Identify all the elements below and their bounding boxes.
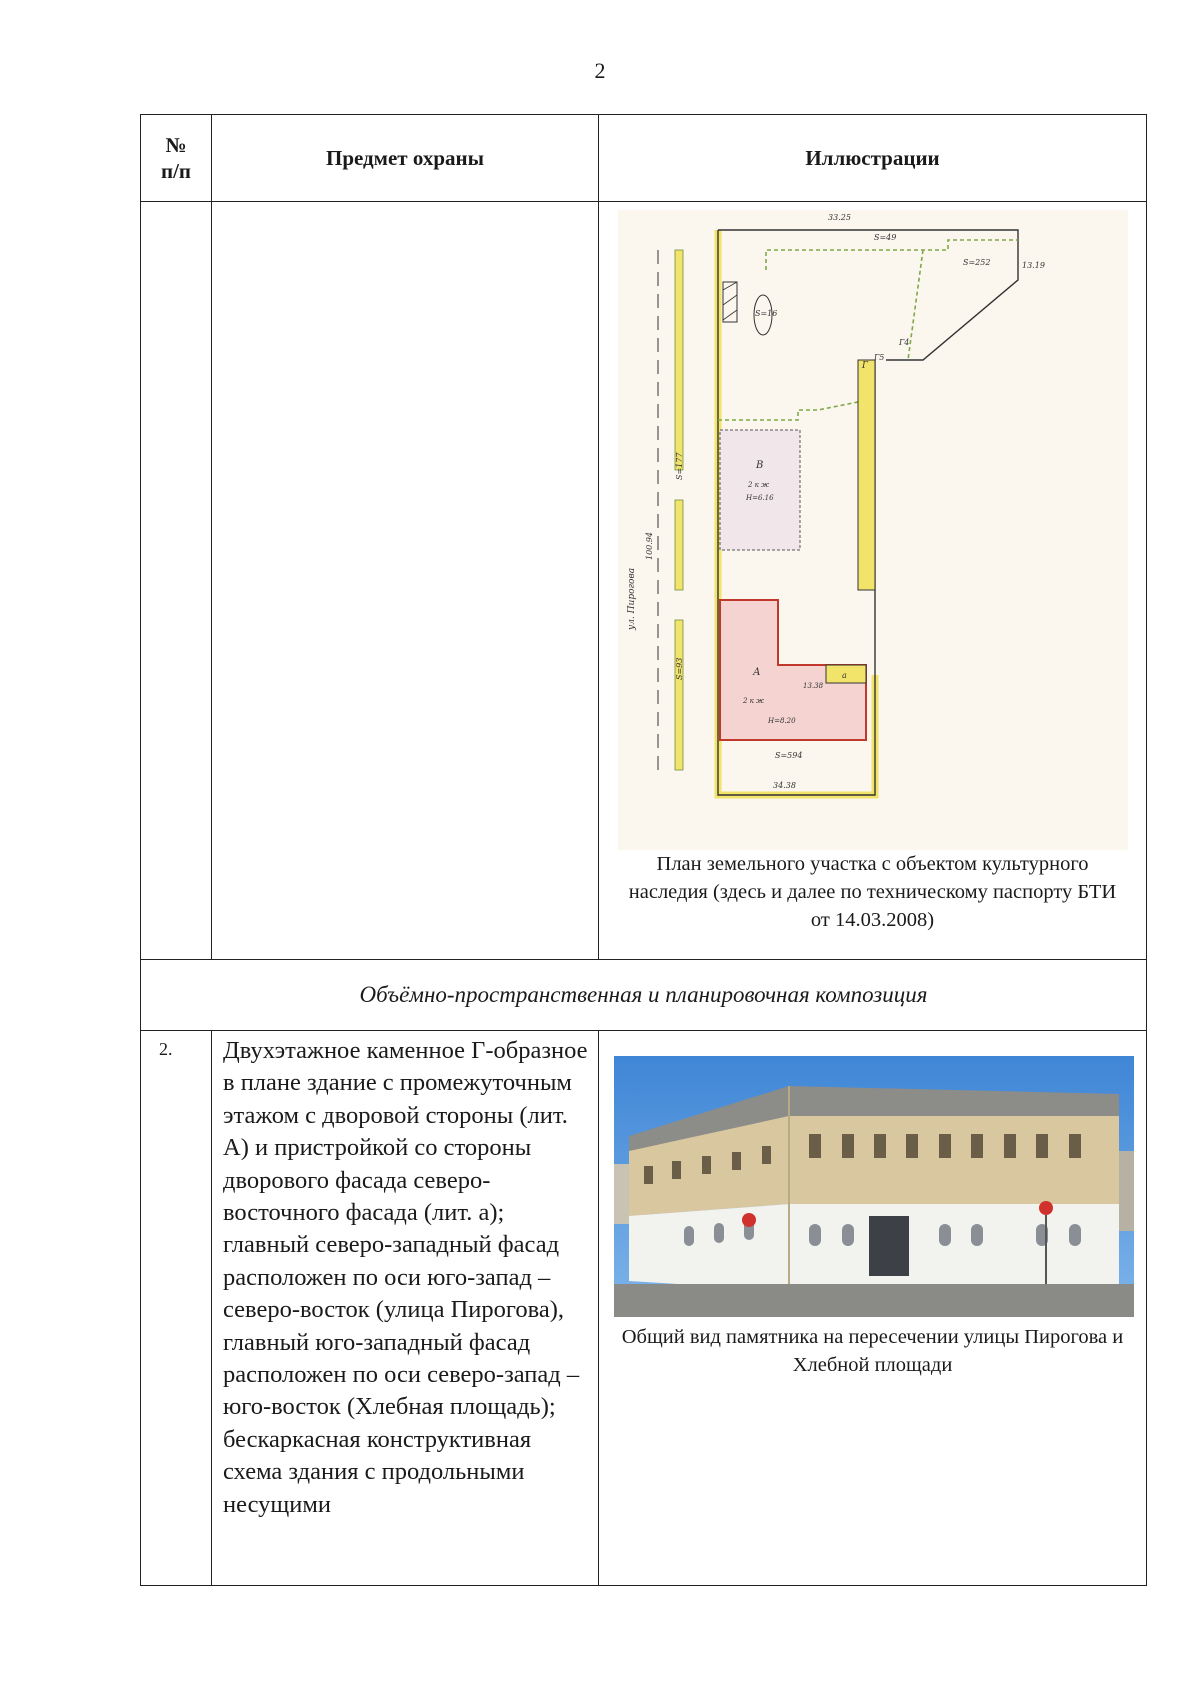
plan-label-s93: S=93 [674,657,684,680]
table-header-row [141,115,1147,202]
plan-label-s177: S=177 [674,452,684,480]
plan-label-lit-a: А [752,667,761,678]
building-photo-drawing [614,1056,1134,1317]
protection-table [140,114,1147,1586]
row-plan-subject-cell [212,202,599,960]
plan-label-street: ул. Пирогова [626,567,637,630]
page-number: 2 [594,58,606,83]
plan-label-bottom-dim: 34.38 [772,781,796,790]
site-plan-figure [618,210,1128,850]
plan-label-s594: S=594 [774,751,802,760]
plan-label-lit-a-small: а [841,671,847,680]
section-heading: Объёмно-пространственная и планировочная композиция [141,960,1147,1031]
plan-label-s49: S=49 [873,233,896,242]
plan-label-v-floors: 2 к ж [747,481,769,489]
photo-entrance [869,1216,909,1276]
table-row-section-heading [141,960,1147,1031]
plan-label-v-height: Н=6.16 [745,494,774,502]
plan-label-lit-g: Г [861,361,868,371]
plan-building-g [858,360,875,590]
plan-label-lit-g4: Г4 [898,338,909,347]
plan-label-a-height: Н=8.20 [767,717,796,725]
plan-building-v [720,430,800,550]
table-row-2 [141,1031,1147,1586]
plan-label-lit-g5: Г5 [873,353,884,362]
table-row-plan [141,202,1147,960]
row-plan-illustration-cell [599,202,1147,960]
plan-label-s252: S=252 [962,258,990,267]
plan-caption: План земельного участка с объектом культурного наследия (здесь и далее по техническому паспорту БТИ от 14.03.2008) [628,853,1117,931]
plan-label-right-dim: 13.19 [1021,261,1045,270]
site-plan-drawing [618,210,1128,850]
plan-label-left-dim: 100.94 [644,532,654,560]
plan-label-lit-v: В [755,460,763,471]
row-2-description: Двухэтажное каменное Г-образное в плане здание с промежуточным этажом с дворовой стороны (лит. А) и пристройкой со стороны дворового фасада северо-восточного фасада (лит. а); главный северо-западный фасад расположен по оси юго-запад – северо-восток (улица Пирогова), главный юго-западный фасад расположен по оси северо-запад – юго-восток (Хлебная площадь); бескаркасная конструктивная схема здания с продольными несущими [212,1031,599,1586]
header-subject: Предмет охраны [212,115,599,202]
photo-caption: Общий вид памятника на пересечении улицы Пирогова и Хлебной площади [621,1326,1124,1376]
row-plan-num-cell [141,202,212,960]
plan-label-dim-1338: 13.38 [802,682,823,690]
plan-strip-left-bottom [675,620,683,770]
plan-label-top-dim: 33.25 [827,213,851,222]
photo-no-entry-sign-right [1039,1201,1053,1215]
plan-label-s16: S=16 [754,309,777,318]
plan-strip-left-lower [675,500,683,590]
header-num-label [141,132,211,185]
row-2-number: 2. [141,1031,212,1586]
photo-road [614,1284,1134,1317]
header-illustrations: Иллюстрации [599,115,1147,202]
header-num-text: № п/п [160,132,192,183]
plan-label-a-floors: 2 к ж [742,697,764,705]
plan-strip-left-upper [675,250,683,470]
row-2-illustration-cell [599,1031,1147,1586]
header-num [141,115,212,202]
photo-no-entry-sign-left [742,1213,756,1227]
building-photo [614,1056,1134,1317]
